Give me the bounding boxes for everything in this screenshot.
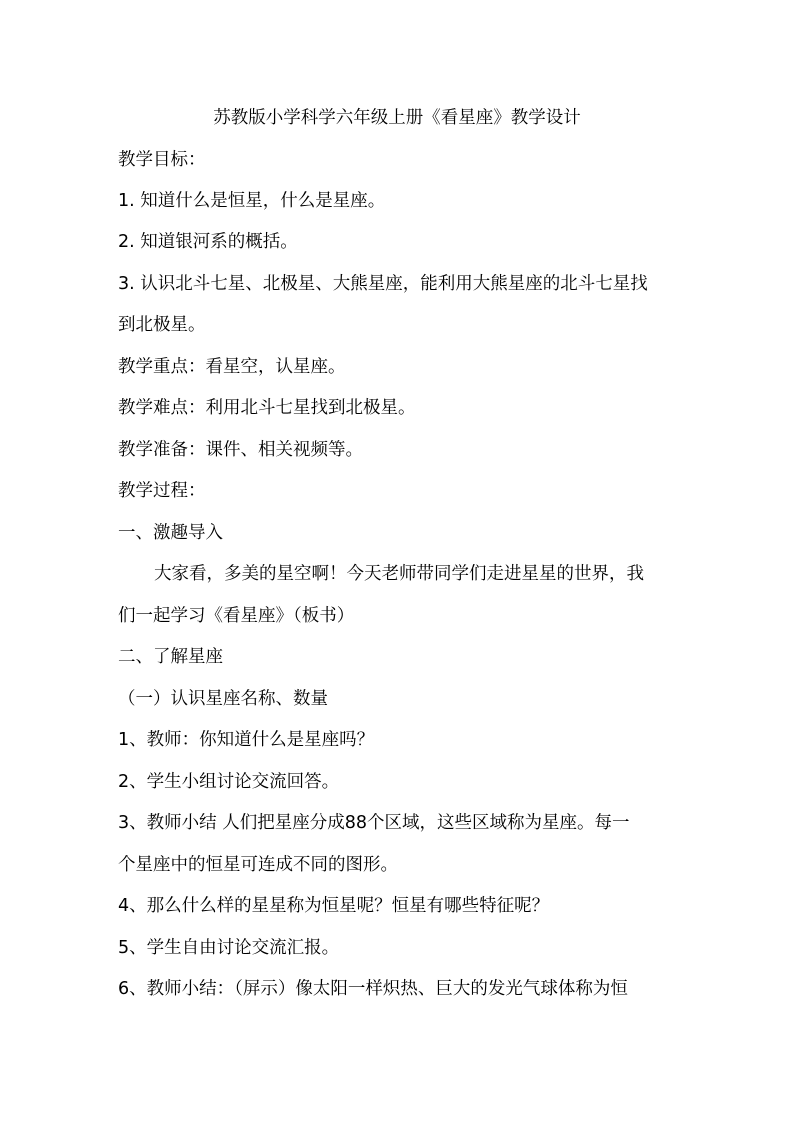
step-4: 4、那么什么样的星星称为恒星呢？恒星有哪些特征呢？ bbox=[118, 896, 550, 916]
section-heading-process: 教学过程： bbox=[118, 481, 206, 501]
teaching-difficulty: 教学难点：利用北斗七星找到北极星。 bbox=[118, 398, 416, 418]
part-2-heading: 二、了解星座 bbox=[118, 647, 223, 667]
teaching-focus: 教学重点：看星空，认星座。 bbox=[118, 357, 346, 377]
step-3-continued: 个星座中的恒星可连成不同的图形。 bbox=[118, 855, 398, 875]
document-title: 苏教版小学科学六年级上册《看星座》教学设计 bbox=[213, 108, 581, 128]
intro-paragraph-continued: 们一起学习《看星座》（板书） bbox=[118, 606, 355, 626]
intro-paragraph: 大家看，多美的星空啊！今天老师带同学们走进星星的世界，我 bbox=[154, 564, 644, 584]
step-2: 2、学生小组讨论交流回答。 bbox=[118, 772, 340, 792]
teaching-preparation: 教学准备：课件、相关视频等。 bbox=[118, 440, 363, 460]
subsection-1-heading: （一）认识星座名称、数量 bbox=[118, 689, 328, 709]
part-1-heading: 一、激趣导入 bbox=[118, 523, 223, 543]
objective-3: 3. 认识北斗七星、北极星、大熊星座，能利用大熊星座的北斗七星找 bbox=[118, 274, 648, 294]
objective-2: 2. 知道银河系的概括。 bbox=[118, 232, 298, 252]
objective-3-continued: 到北极星。 bbox=[118, 315, 206, 335]
section-heading-objectives: 教学目标： bbox=[118, 150, 206, 170]
step-6: 6、教师小结：（屏示）像太阳一样炽热、巨大的发光气球体称为恒 bbox=[118, 979, 628, 999]
step-3: 3、教师小结 人们把星座分成88个区域，这些区域称为星座。每一 bbox=[118, 813, 630, 833]
objective-1: 1. 知道什么是恒星，什么是星座。 bbox=[118, 191, 386, 211]
step-1: 1、教师：你知道什么是星座吗？ bbox=[118, 730, 375, 750]
step-5: 5、学生自由讨论交流汇报。 bbox=[118, 938, 340, 958]
